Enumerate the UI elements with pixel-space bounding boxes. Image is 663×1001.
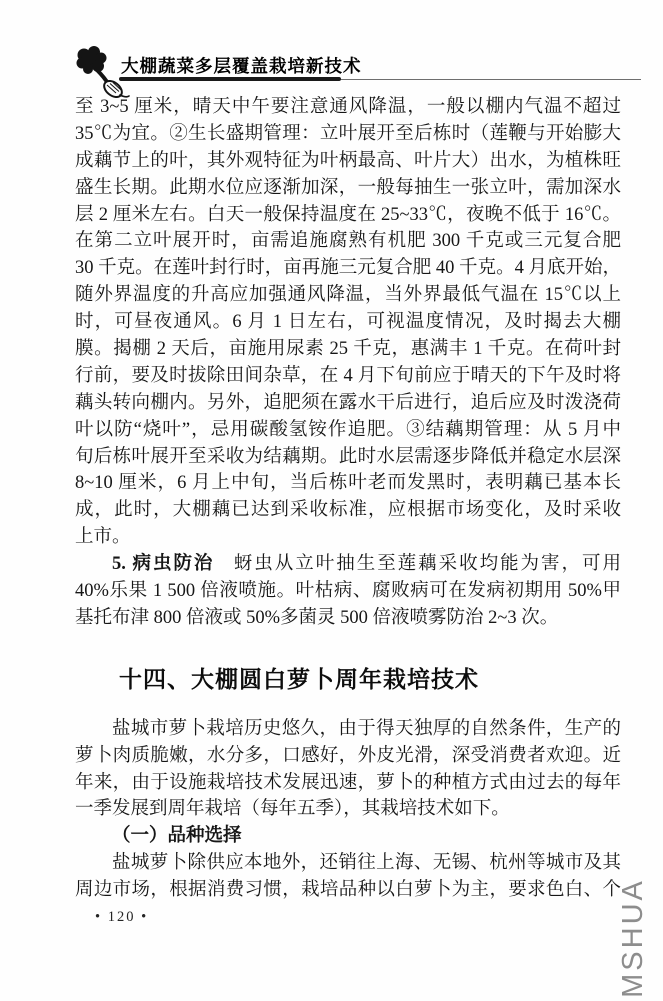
text-line — [75, 850, 621, 877]
text-line — [75, 524, 621, 551]
line-text: 年来，由于设施栽培技术发展迅速，萝卜的种植方式由过去的每年 — [75, 772, 621, 793]
line-text: 35℃为宜。②生长盛期管理：立叶展开至后栋时（莲鞭与开始膨大 — [75, 123, 621, 144]
book-title: 大棚蔬菜多层覆盖栽培新技术 — [121, 56, 362, 76]
text-line — [75, 228, 621, 255]
line-text: 蚜虫从立叶抽生至莲藕采收均能为害，可用 — [233, 554, 621, 575]
bold-lead-text: （一）品种选择 — [112, 826, 242, 847]
text-line — [75, 551, 621, 578]
line-text: 萝卜肉质脆嫩，水分多，口感好，外皮光滑，深受消费者欢迎。近 — [75, 745, 621, 766]
text-line — [75, 121, 621, 148]
line-text: 叶以防“烧叶”，忌用碳酸氢铵作追肥。③结藕期管理：从 5 月中 — [75, 419, 621, 440]
line-text: 在第二立叶展开时，亩需追施腐熟有机肥 300 千克或三元复合肥 — [75, 231, 621, 252]
line-text: 盐城市萝卜栽培历史悠久，由于得天独厚的自然条件，生产的 — [112, 718, 621, 739]
paragraph-block-continuation — [75, 94, 621, 632]
watermark: MSHUA — [617, 878, 649, 998]
text-line — [75, 605, 621, 632]
text-line — [75, 309, 621, 336]
line-text: 周边市场，根据消费习惯，栽培品种以白萝卜为主，要求色白、个 — [75, 880, 621, 901]
text-line — [75, 417, 621, 444]
text-line — [75, 578, 621, 605]
line-text: 行前，要及时拔除田间杂草，在 4 月下旬前应于晴天的下午及时将 — [75, 365, 621, 386]
line-text: 成，此时，大棚藕已达到采收标准，应根据市场变化，及时采收 — [75, 500, 621, 521]
line-text: 成藕节上的叶，其外观特征为叶柄最高、叶片大）出水，为植株旺 — [75, 150, 621, 171]
body-text — [75, 94, 621, 929]
line-text: 随外界温度的升高应加强通风降温，当外界最低气温在 15℃以上 — [75, 285, 621, 306]
line-text: 至 3~5 厘米，晴天中午要注意通风降温，一般以棚内气温不超过 — [75, 97, 621, 117]
text-line — [75, 770, 621, 797]
line-text: 盐城萝卜除供应本地外，还销往上海、无锡、杭州等城市及其 — [112, 853, 621, 874]
line-text: 30 千克。在莲叶封行时，亩再施三元复合肥 40 千克。4 月底开始， — [75, 258, 621, 279]
text-line — [75, 470, 621, 497]
line-text: 时，可昼夜通风。6 月 1 日左右，可视温度情况，及时揭去大棚 — [75, 312, 621, 333]
line-text: 40%乐果 1 500 倍液喷施。叶枯病、腐败病可在发病初期用 50%甲 — [75, 581, 621, 602]
bold-lead-text: 5. 病虫防治 — [112, 554, 215, 575]
text-line — [75, 743, 621, 770]
line-text: 上市。 — [75, 527, 131, 548]
text-line — [75, 282, 621, 309]
line-text: 一季发展到周年栽培（每年五季），其栽培技术如下。 — [75, 799, 510, 820]
text-line — [75, 390, 621, 417]
text-line — [75, 336, 621, 363]
subsection-heading — [75, 823, 621, 850]
text-line — [75, 255, 621, 282]
line-text: 旬后栋叶展开至采收为结藕期。此时水层需逐步降低并稳定水层深 — [75, 446, 621, 467]
line-text: 基托布津 800 倍液或 50%多菌灵 500 倍液喷雾防治 2~3 次。 — [75, 607, 559, 628]
text-line — [75, 175, 621, 202]
text-line — [75, 796, 621, 823]
text-line — [75, 444, 621, 471]
text-line — [75, 202, 621, 229]
line-text: 膜。揭棚 2 天后，亩施用尿素 25 千克，惠满丰 1 千克。在荷叶封 — [75, 339, 621, 360]
text-line — [75, 497, 621, 524]
text-line — [75, 716, 621, 743]
line-text: 盛生长期。此期水位应逐渐加深，一般每抽生一张立叶，需加深水 — [75, 177, 621, 198]
page-number: • 120 • — [95, 909, 149, 926]
section-heading: 十四、大棚圆白萝卜周年栽培技术 — [119, 665, 479, 692]
paragraph-block-section — [75, 716, 621, 904]
text-line — [75, 363, 621, 390]
line-text: 层 2 厘米左右。白天一般保持温度在 25~33℃，夜晚不低于 16℃。 — [75, 204, 621, 225]
text-line — [75, 94, 621, 121]
text-line — [75, 877, 621, 904]
title-underline — [119, 77, 341, 81]
text-line — [75, 148, 621, 175]
line-text: 8~10 厘米，6 月上中旬，当后栋叶老而发黑时，表明藕已基本长 — [75, 473, 621, 494]
line-text: 藕头转向棚内。另外，追肥须在露水干后进行，追后应及时泼浇荷 — [75, 392, 621, 413]
